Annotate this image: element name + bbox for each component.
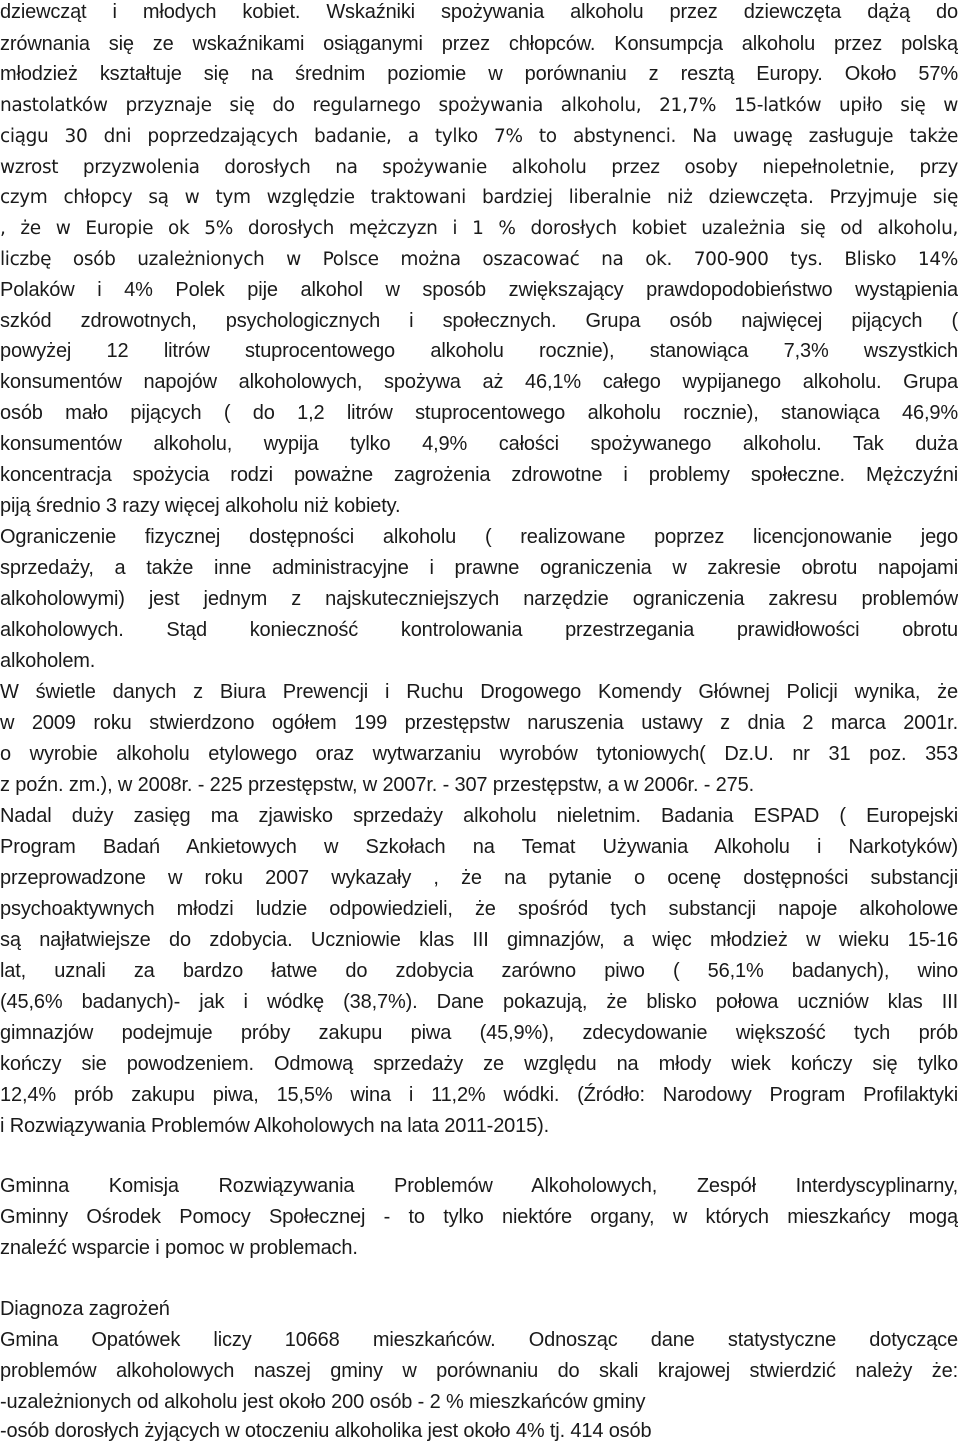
text-line: lat, uznali za bardzo łatwe do zdobycia zarówno piwo ( 56,1% badanych), wino: [0, 960, 958, 982]
text-line: czym chłopcy są w tym względzie traktowani bardziej liberalnie niż dziewczęta. Przyjmuje się: [0, 187, 958, 208]
text-line: (45,6% badanych)- jak i wódkę (38,7%). Dane pokazują, że blisko połowa uczniów klas III: [0, 991, 958, 1013]
text-line: Program Badań Ankietowych w Szkołach na Temat Używania Alkoholu i Narkotyków): [0, 836, 958, 858]
text-line: szkód zdrowotnych, psychologicznych i społecznych. Grupa osób najwięcej pijących (: [0, 310, 958, 332]
text-line: -osób dorosłych żyjących w otoczeniu alkoholika jest około 4% tj. 414 osób: [0, 1420, 652, 1442]
text-line: alkoholem.: [0, 650, 96, 672]
text-line: , że w Europie ok 5% dorosłych mężczyzn i 1 % dorosłych kobiet uzależnia się od alkoholu,: [0, 218, 958, 239]
text-line: zrównania się ze wskaźnikami osiąganymi przez chłopców. Konsumpcja alkoholu przez polską: [0, 33, 958, 55]
text-line: kończy sie powodzeniem. Odmową sprzedaży ze względu na młody wiek kończy się tylko: [0, 1053, 958, 1075]
text-line: z poźn. zm.), w 2008r. - 225 przestępstw, w 2007r. - 307 przestępstw, a w 2006r. - 275.: [0, 774, 755, 796]
text-line: koncentracja spożycia rodzi poważne zagrożenia zdrowotne i problemy społeczne. Mężczyźni: [0, 464, 958, 486]
text-line: nastolatków przyznaje się do regularnego spożywania alkoholu, 21,7% 15-latków upiło się w: [0, 95, 958, 116]
text-line: o wyrobie alkoholu etylowego oraz wytwarzaniu wyrobów tytoniowych( Dz.U. nr 31 poz. 353: [0, 743, 958, 765]
text-line: Gminny Ośrodek Pomocy Społecznej - to tylko niektóre organy, w których mieszkańcy mogą: [0, 1206, 958, 1228]
text-line: alkoholowych. Stąd konieczność kontrolowania przestrzegania prawidłowości obrotu: [0, 619, 958, 641]
text-line: sprzedaży, a także inne administracyjne i prawne ograniczenia w zakresie obrotu napojami: [0, 557, 958, 579]
text-line: konsumentów napojów alkoholowych, spożywa aż 46,1% całego wypijanego alkoholu. Grupa: [0, 371, 958, 393]
text-line: ciągu 30 dni poprzedzających badanie, a tylko 7% to abstynenci. Na uwagę zasługuje także: [0, 126, 958, 147]
text-line: Gmina Opatówek liczy 10668 mieszkańców. Odnosząc dane statystyczne dotyczące: [0, 1329, 958, 1351]
text-line: dziewcząt i młodych kobiet. Wskaźniki spożywania alkoholu przez dziewczęta dążą do: [0, 1, 958, 23]
text-line: piją średnio 3 razy więcej alkoholu niż kobiety.: [0, 495, 401, 517]
text-line: młodzież kształtuje się na średnim poziomie w porównaniu z resztą Europy. Około 57%: [0, 63, 958, 85]
text-line: liczbę osób uzależnionych w Polsce można oszacować na ok. 700-900 tys. Blisko 14%: [0, 249, 958, 270]
section-heading: Diagnoza zagrożeń: [0, 1298, 170, 1320]
text-line: W świetle danych z Biura Prewencji i Ruchu Drogowego Komendy Głównej Policji wynika, że: [0, 681, 958, 703]
text-line: Gminna Komisja Rozwiązywania Problemów Alkoholowych, Zespół Interdyscyplinarny,: [0, 1175, 958, 1197]
text-line: powyżej 12 litrów stuprocentowego alkoholu rocznie), stanowiąca 7,3% wszystkich: [0, 340, 958, 362]
text-line: konsumentów alkoholu, wypija tylko 4,9% całości spożywanego alkoholu. Tak duża: [0, 433, 958, 455]
text-line: znaleźć wsparcie i pomoc w problemach.: [0, 1237, 358, 1259]
text-line: osób mało pijących ( do 1,2 litrów stuprocentowego alkoholu rocznie), stanowiąca 46,9%: [0, 402, 958, 424]
text-line: alkoholowymi) jest jednym z najskuteczniejszych narzędzie ograniczenia zakresu problemów: [0, 588, 958, 610]
text-line: Ograniczenie fizycznej dostępności alkoholu ( realizowane poprzez licencjonowanie jego: [0, 526, 958, 548]
text-line: psychoaktywnych młodzi ludzie odpowiedzieli, że spośród tych substancji napoje alkoholowe: [0, 898, 958, 920]
text-line: Polaków i 4% Polek pije alkohol w sposób zwiększający prawdopodobieństwo wystąpienia: [0, 279, 958, 301]
text-line: są najłatwiejsze do zdobycia. Uczniowie klas III gimnazjów, a więc młodzież w wieku 15-16: [0, 929, 958, 951]
text-line: w 2009 roku stwierdzono ogółem 199 przestępstw naruszenia ustawy z dnia 2 marca 2001r.: [0, 712, 958, 734]
text-line: problemów alkoholowych naszej gminy w porównaniu do skali krajowej stwierdzić należy że:: [0, 1360, 958, 1382]
text-line: przeprowadzone w roku 2007 wykazały , że na pytanie o ocenę dostępności substancji: [0, 867, 958, 889]
text-line: -uzależnionych od alkoholu jest około 200 osób - 2 % mieszkańców gminy: [0, 1391, 646, 1413]
text-line: i Rozwiązywania Problemów Alkoholowych na lata 2011-2015).: [0, 1115, 550, 1137]
text-line: Nadal duży zasięg ma zjawisko sprzedaży alkoholu nieletnim. Badania ESPAD ( Europejski: [0, 805, 958, 827]
text-line: wzrost przyzwolenia dorosłych na spożywanie alkoholu przez osoby niepełnoletnie, przy: [0, 157, 958, 178]
text-line: 12,4% prób zakupu piwa, 15,5% wina i 11,2% wódki. (Źródło: Narodowy Program Profilaktyki: [0, 1084, 958, 1106]
text-line: gimnazjów podejmuje próby zakupu piwa (45,9%), zdecydowanie większość tych prób: [0, 1022, 958, 1044]
